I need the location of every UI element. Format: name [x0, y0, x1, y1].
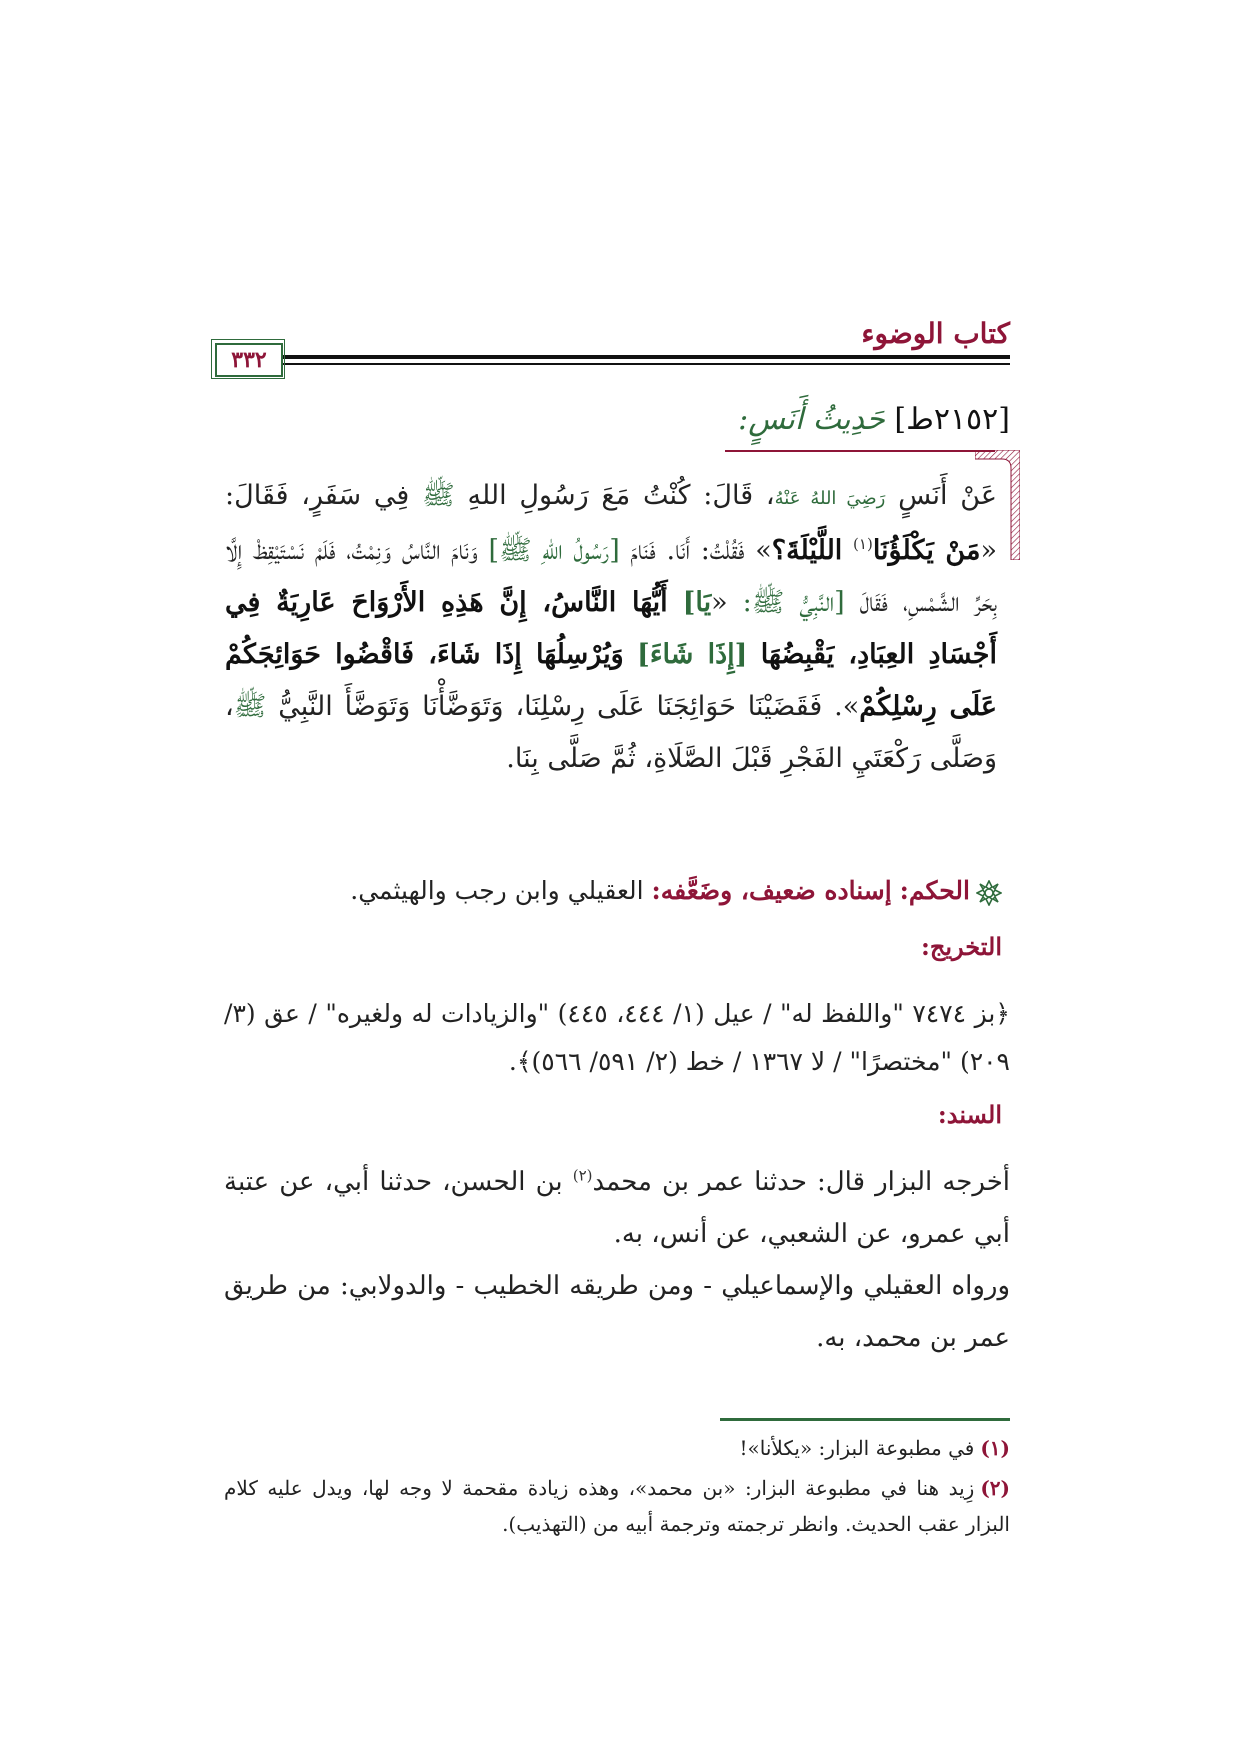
hadith-number: [٢١٥٢ط] — [894, 402, 1010, 437]
sanad-paragraph — [224, 1156, 1010, 1260]
hadith-text-part: وَنَامَ النَّاسُ وَنِمْتُ، فَلَمْ نَسْتَيْقِظْ إِلَّا بِحَرِّ الشَّمْسِ، فَقَالَ — [225, 535, 998, 618]
takhrij-heading: التخريج: — [921, 932, 1002, 961]
bracketed-addition: يَا] — [682, 587, 712, 618]
prophet-speech: مَنْ يَكْلَؤُنَا — [872, 535, 981, 566]
hadith-text-part: » فَقُلْتُ: أَنَا. فَنَامَ — [630, 535, 772, 566]
footnote-2 — [224, 1470, 1010, 1542]
footnote-text: زِيد هنا في مطبوعة البزار: «بن محمد»، وهذه زيادة مقحمة لا وجه لها، ويدل عليه كلام البزار عقب الحديث. وانظر ترجمته وترجمة أبيه من (التهذيب). — [224, 1476, 1010, 1536]
sanad-heading: السند: — [937, 1100, 1002, 1129]
hadith-text — [225, 470, 997, 785]
takhrij-text: ﴿بز ٧٤٧٤ "واللفظ له" / عيل (١/ ٤٤٤، ٤٤٥) "والزيادات له ولغيره" / عق (٣/ ٢٠٩) "مختصرًا" / لا ١٣٦٧ / خط (٢/ ٥٩١/ ٥٦٦)﴾. — [224, 999, 1010, 1076]
hadith-text-part: ، وَصَلَّى رَكْعَتَيِ الفَجْرِ قَبْلَ الصَّلَاةِ، ثُمَّ صَلَّى بِنَا. — [225, 691, 997, 774]
header-rule-bottom — [215, 363, 1010, 365]
hadith-text-part: ». فَقَضَيْنَا حَوَائِجَنَا عَلَى رِسْلِنَا، وَتَوَضَّأْنَا وَتَوَضَّأَ النَّبِيُّ — [278, 691, 860, 722]
riwaya-paragraph: ورواه العقيلي والإسماعيلي - ومن طريقه الخطيب - والدولابي: من طريق عمر بن محمد، به. — [224, 1271, 1010, 1353]
footnote-separator — [720, 1418, 1010, 1421]
ruling-value: إسناده ضعيف، وضَعَّفه: — [651, 876, 892, 905]
page-number: ٣٣٢ — [231, 347, 267, 373]
hadith-text-part: « — [711, 587, 728, 618]
prophet-speech: اللَّيْلَةَ؟ — [771, 535, 843, 566]
footnote-ref: (٢) — [572, 1166, 593, 1185]
honorific: ﷺ — [422, 480, 455, 511]
hadith-text-part: عَنْ أَنَسٍ — [898, 480, 997, 511]
ruling-label: الحكم: — [899, 876, 970, 905]
bracketed-addition: [إِذَا شَاءَ] — [637, 639, 748, 670]
footnote-ref: (١) — [853, 535, 873, 553]
sanad-text-part: أخرجه البزار قال: حدثنا عمر بن محمد — [592, 1167, 1011, 1197]
hadith-text-part: ، قَالَ: كُنْتُ مَعَ رَسُولِ اللهِ — [467, 480, 775, 511]
honorific: رَضِيَ اللهُ عَنْهُ — [774, 488, 886, 509]
ruling-by: العقيلي وابن رجب والهيثمي. — [350, 876, 644, 905]
footnote-1 — [224, 1430, 1010, 1466]
hadith-top-rule — [725, 450, 995, 452]
flower-ornament-icon — [976, 880, 1002, 906]
footnote-number: (١) — [980, 1436, 1010, 1460]
footnote-text: في مطبوعة البزار: «يكلأنا»! — [739, 1436, 975, 1460]
hadith-heading — [738, 402, 1010, 437]
hadith-text-part: فِي سَفَرٍ، فَقَالَ: « — [225, 480, 997, 566]
header-rule-top — [215, 355, 1010, 359]
prophet-speech: وَيُرْسِلُهَا إِذَا شَاءَ، فَاقْضُوا حَوَائِجَكُمْ عَلَى رِسْلِكُمْ — [225, 639, 997, 722]
book-title: كتاب الوضوء — [861, 317, 1010, 350]
page-header — [215, 315, 1010, 387]
page-number-badge — [215, 343, 283, 377]
hadith-title: حَدِيثُ أَنَسٍ: — [738, 402, 885, 437]
prophet-speech: أَيُّهَا النَّاسُ، إِنَّ هَذِهِ الأَرْوَاحَ عَارِيَةٌ فِي أَجْسَادِ العِبَادِ، يَقْبِضُهَا — [225, 587, 997, 670]
bracketed-addition: [النَّبِيُّ ﷺ: — [742, 587, 845, 618]
footnote-number: (٢) — [980, 1476, 1010, 1500]
bracketed-addition: [رَسُولُ اللهِ ﷺ] — [488, 535, 620, 566]
honorific: ﷺ — [233, 691, 267, 722]
sanad-text-part: بن الحسن، حدثنا أبي، عن عتبة أبي عمرو، عن الشعبي، عن أنس، به. — [224, 1167, 1010, 1249]
ruling-line — [350, 876, 1002, 906]
